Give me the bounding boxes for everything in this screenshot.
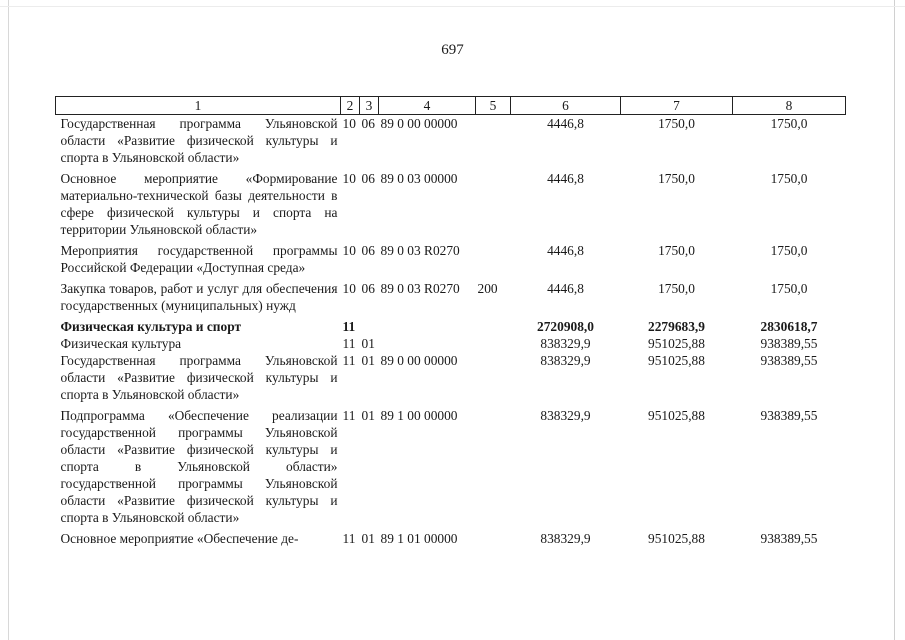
row-expense-type bbox=[476, 407, 511, 530]
row-target-code: 89 1 01 00000 bbox=[380, 531, 458, 546]
row-value-col8: 2830618,7 bbox=[760, 319, 818, 334]
row-expense-type bbox=[476, 352, 511, 407]
row-value-col6: 4446,8 bbox=[547, 281, 584, 296]
row-value-col7: 1750,0 bbox=[658, 171, 695, 186]
row-name: Мероприятия государственной программы Российской Федерации «Доступная среда» bbox=[60, 243, 338, 275]
row-subsection: 01 bbox=[361, 353, 375, 368]
row-section: 11 bbox=[342, 353, 356, 368]
row-name: Государственная программа Ульяновской области «Развитие физической культуры и спорта в Ульяновской области» bbox=[60, 353, 338, 402]
row-name: Закупка товаров, работ и услуг для обеспечения государственных (муниципальных) нужд bbox=[60, 281, 338, 313]
table-row bbox=[56, 352, 846, 407]
table-row bbox=[56, 242, 846, 280]
budget-table bbox=[55, 96, 846, 547]
row-subsection: 01 bbox=[361, 408, 375, 423]
table-row bbox=[56, 318, 846, 335]
row-value-col7: 1750,0 bbox=[658, 281, 695, 296]
row-target-code: 89 0 03 R0270 bbox=[380, 243, 460, 258]
row-value-col8: 1750,0 bbox=[770, 116, 808, 131]
row-section: 11 bbox=[342, 319, 356, 334]
row-section: 10 bbox=[342, 281, 356, 296]
row-value-col7: 951025,88 bbox=[648, 336, 705, 351]
table-row bbox=[56, 335, 846, 352]
row-value-col6: 838329,9 bbox=[540, 336, 591, 351]
row-name: Подпрограмма «Обеспечение реализации государственной программы Ульяновской области «Развитие физической культуры и спорта в Ульяновской области» государственной программы Ульяновской области «Развитие физической культуры и спорта в Ульяновской области» bbox=[60, 408, 338, 525]
row-value-col7: 951025,88 bbox=[648, 353, 705, 368]
row-value-col6: 838329,9 bbox=[540, 353, 591, 368]
page-number: 697 bbox=[441, 42, 464, 58]
row-value-col6: 2720908,0 bbox=[537, 319, 594, 334]
row-value-col6: 4446,8 bbox=[547, 171, 584, 186]
row-value-col8: 938389,55 bbox=[760, 531, 818, 546]
row-subsection: 01 bbox=[361, 336, 375, 351]
header-col-2: 2 bbox=[341, 97, 360, 115]
table-row bbox=[56, 280, 846, 318]
row-value-col7: 1750,0 bbox=[658, 116, 695, 131]
header-col-5: 5 bbox=[476, 97, 511, 115]
row-subsection: 06 bbox=[361, 171, 375, 186]
row-name: Физическая культура bbox=[60, 336, 182, 351]
header-col-8: 8 bbox=[733, 97, 846, 115]
row-expense-type bbox=[476, 170, 511, 242]
scan-edge-top bbox=[0, 6, 905, 7]
row-section: 11 bbox=[342, 336, 356, 351]
row-name: Основное мероприятие «Обеспечение де- bbox=[60, 531, 299, 546]
scan-edge-left bbox=[8, 0, 9, 640]
row-value-col7: 951025,88 bbox=[648, 531, 705, 546]
header-col-6: 6 bbox=[511, 97, 621, 115]
row-section: 10 bbox=[342, 116, 356, 131]
table-row bbox=[56, 115, 846, 171]
row-value-col8: 938389,55 bbox=[760, 353, 818, 368]
row-value-col6: 838329,9 bbox=[540, 408, 591, 423]
header-col-1: 1 bbox=[56, 97, 341, 115]
row-expense-type bbox=[476, 242, 511, 280]
row-value-col8: 938389,55 bbox=[760, 336, 818, 351]
row-value-col8: 938389,55 bbox=[760, 408, 818, 423]
table-row bbox=[56, 530, 846, 547]
row-subsection: 06 bbox=[361, 243, 375, 258]
row-value-col7: 1750,0 bbox=[658, 243, 695, 258]
row-name: Основное мероприятие «Формирование материально-технической базы деятельности в сфере физической культуры и спорта на территории Ульяновской области» bbox=[60, 171, 338, 237]
row-value-col6: 838329,9 bbox=[540, 531, 591, 546]
row-value-col6: 4446,8 bbox=[547, 116, 584, 131]
row-value-col8: 1750,0 bbox=[770, 171, 808, 186]
table-body bbox=[56, 115, 846, 548]
budget-table-container bbox=[55, 96, 845, 547]
row-section: 10 bbox=[342, 243, 356, 258]
row-value-col6: 4446,8 bbox=[547, 243, 584, 258]
row-section: 11 bbox=[342, 408, 356, 423]
table-row bbox=[56, 407, 846, 530]
header-row bbox=[56, 97, 846, 115]
row-subsection bbox=[360, 318, 379, 335]
row-expense-type bbox=[476, 530, 511, 547]
row-expense-type bbox=[476, 115, 511, 171]
scan-edge-right bbox=[894, 0, 895, 640]
header-col-3: 3 bbox=[360, 97, 379, 115]
row-subsection: 06 bbox=[361, 116, 375, 131]
row-value-col7: 2279683,9 bbox=[648, 319, 705, 334]
header-col-7: 7 bbox=[621, 97, 733, 115]
row-name: Физическая культура и спорт bbox=[60, 319, 242, 334]
row-target-code bbox=[379, 318, 476, 335]
row-expense-type bbox=[476, 318, 511, 335]
row-expense-type: 200 bbox=[477, 281, 498, 296]
row-expense-type bbox=[476, 335, 511, 352]
row-name: Государственная программа Ульяновской области «Развитие физической культуры и спорта в Ульяновской области» bbox=[60, 116, 338, 165]
row-value-col8: 1750,0 bbox=[770, 281, 808, 296]
row-target-code: 89 1 00 00000 bbox=[380, 408, 458, 423]
row-section: 10 bbox=[342, 171, 356, 186]
row-target-code: 89 0 00 00000 bbox=[380, 116, 458, 131]
header-col-4: 4 bbox=[379, 97, 476, 115]
row-subsection: 01 bbox=[361, 531, 375, 546]
row-target-code: 89 0 03 R0270 bbox=[380, 281, 460, 296]
row-section: 11 bbox=[342, 531, 356, 546]
row-target-code: 89 0 00 00000 bbox=[380, 353, 458, 368]
table-row bbox=[56, 170, 846, 242]
row-value-col8: 1750,0 bbox=[770, 243, 808, 258]
row-value-col7: 951025,88 bbox=[648, 408, 705, 423]
row-subsection: 06 bbox=[361, 281, 375, 296]
row-target-code: 89 0 03 00000 bbox=[380, 171, 458, 186]
row-target-code bbox=[379, 335, 476, 352]
